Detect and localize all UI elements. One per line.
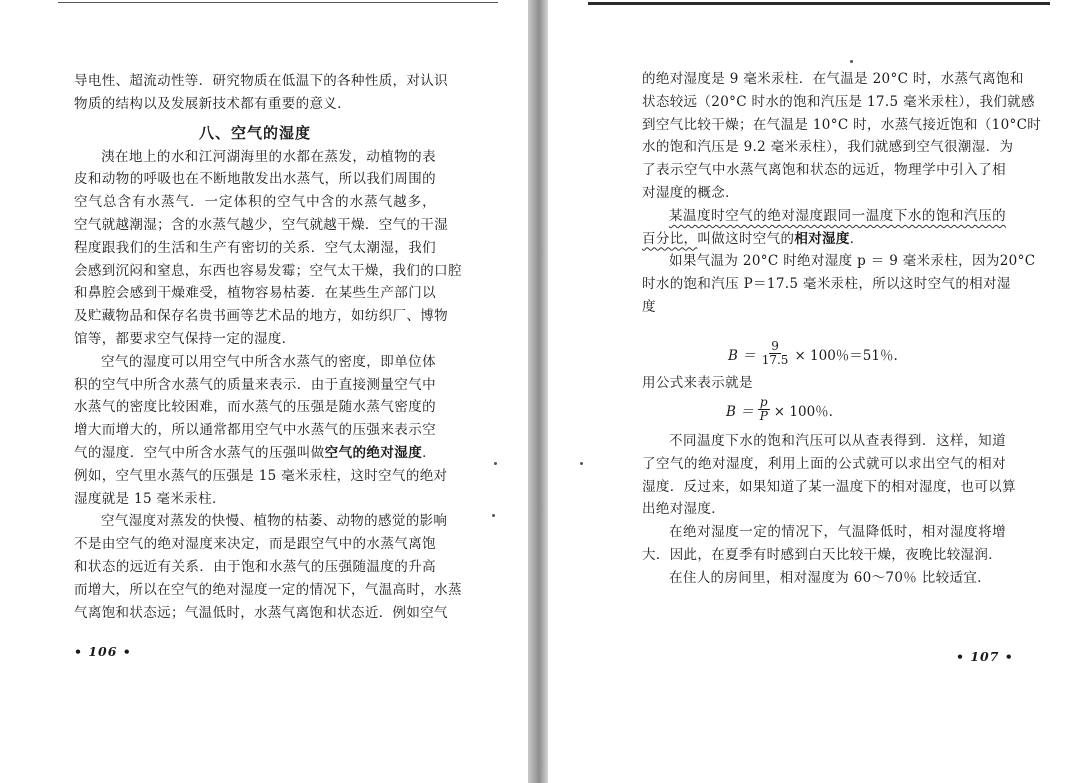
print-speck: [580, 462, 583, 465]
text-line: 大．因此，在夏季有时感到白天比较干燥，夜晚比较湿润．: [642, 546, 1003, 563]
page-number: • 106 •: [74, 644, 132, 659]
right-text-block: [642, 68, 1042, 319]
text-span: 叫做这时空气的: [697, 230, 795, 247]
top-edge-rule: [58, 2, 498, 3]
text-line: 湿度．反过来，如果知道了某一温度下的相对湿度，也可以算: [642, 478, 1016, 495]
text-span: 百分比，: [642, 230, 698, 247]
denominator: P: [759, 409, 768, 423]
text-line: 会感到沉闷和窒息，东西也容易发霉；空气太干燥，我们的口腔: [74, 262, 462, 279]
top-edge-rule: [588, 2, 1050, 5]
text-line: 气离饱和状态远；气温低时，水蒸气离饱和状态近．例如空气: [74, 604, 448, 621]
text-line: 水蒸气的密度比较困难，而水蒸气的压强是随水蒸气密度的: [74, 399, 436, 416]
print-speck: [494, 462, 497, 465]
text-line: 湿度就是 15 毫米汞柱．: [74, 490, 226, 507]
term-relative-humidity: 相对湿度: [794, 230, 850, 247]
text-line: 了空气的绝对湿度，利用上面的公式就可以求出空气的相对: [642, 455, 1006, 472]
text-line: 及贮藏物品和保存名贵书画等艺术品的地方，如纺织厂、博物: [74, 308, 448, 325]
page-number: • 107 •: [956, 649, 1014, 664]
text-line: 了表示空气中水蒸气离饱和状态的远近，物理学中引入了相: [642, 162, 1006, 179]
denominator: 17.5: [761, 353, 789, 367]
text-line: 对湿度的概念．: [642, 184, 739, 201]
formula-relative-humidity-general: [726, 396, 833, 423]
text-line: 时水的饱和汽压 P＝17.5 毫米汞柱，所以这时空气的相对湿: [642, 276, 1011, 293]
text-line: 皮和动物的呼吸也在不断地散发出水蒸气，所以我们周围的: [74, 171, 436, 188]
formula-relative-humidity-value: [728, 340, 898, 367]
print-speck: [850, 60, 853, 63]
text-span: 气的湿度．空气中所含水蒸气的压强叫做: [74, 444, 325, 461]
text-span: ．: [849, 230, 864, 247]
text-line: 洟在地上的水和江河湖海里的水都在蒸发，动植物的表: [101, 148, 436, 165]
text-line: 在绝对湿度一定的情况下，气温降低时，相对湿度将增: [669, 524, 1006, 541]
text-line: [74, 442, 436, 465]
print-speck: [492, 514, 495, 517]
formula-rhs: × 100％.: [773, 403, 833, 420]
text-line: 不是由空气的绝对湿度来决定，而是跟空气中的水蒸气离饱: [74, 536, 436, 553]
fraction: [758, 396, 770, 423]
right-text-block-lower: [642, 430, 1016, 590]
text-line: 物质的结构以及发展新技术都有重要的意义．: [74, 95, 351, 112]
section-heading: 八、空气的湿度: [198, 123, 311, 142]
text-line: 和状态的远近有关系．由于饱和水蒸气的压强随温度的升高: [74, 558, 436, 575]
text-line: 如果气温为 20°C 时绝对湿度 p ＝ 9 毫米汞柱，因为20°C: [669, 253, 1036, 270]
text-line: 例如，空气里水蒸气的压强是 15 毫米汞柱，这时空气的绝对: [74, 467, 448, 484]
formula-rhs: × 100％＝51％.: [794, 347, 898, 364]
text-line: 增大而增大的，所以通常都用空气中水蒸气的压强来表示空: [74, 422, 436, 439]
text-line: 水的饱和汽压是 9.2 毫米汞柱），我们就感到空气很潮湿．为: [642, 139, 1014, 156]
book-gutter: [528, 0, 548, 783]
definition-line: [642, 228, 1006, 251]
definition-line: 某温度时空气的绝对湿度跟同一温度下水的饱和汽压的: [669, 207, 1006, 224]
fraction: [760, 340, 791, 367]
numerator: p: [759, 395, 768, 409]
text-line: 状态较远（20°C 时水的饱和汽压是 17.5 毫米汞柱），我们就感: [642, 93, 1035, 110]
text-line: 导电性、超流动性等．研究物质在低温下的各种性质，对认识: [74, 73, 448, 89]
text-line: 空气就越潮湿；含的水蒸气越少，空气就越干燥．空气的干湿: [74, 216, 448, 233]
text-line: 馆等，都要求空气保持一定的湿度．: [74, 330, 296, 347]
formula-lhs: B ＝: [726, 403, 754, 420]
right-page: [548, 0, 1080, 783]
text-line: 和鼻腔会感到干燥难受，植物容易枯萎．在某些生产部门以: [74, 285, 436, 302]
text-line: 而增大，所以在空气的绝对湿度一定的情况下，气温高时，水蒸: [74, 581, 462, 598]
text-span: ．: [422, 444, 436, 461]
text-line: 到空气比较干燥；在气温是 10°C 时，水蒸气接近饱和（10°C时: [642, 116, 1042, 133]
formula-lhs: B ＝: [728, 347, 756, 364]
text-line: 空气湿度对蒸发的快慢、植物的枯萎、动物的感觉的影响: [101, 513, 448, 530]
numerator: 9: [771, 339, 779, 353]
text-line: 空气总含有水蒸气．一定体积的空气中含的水蒸气越多，: [74, 194, 436, 211]
text-line: 空气的湿度可以用空气中所含水蒸气的密度，即单位体: [101, 353, 436, 370]
left-text-block: [74, 70, 462, 624]
text-line: 的绝对湿度是 9 毫米汞柱．在气温是 20°C 时，水蒸气离饱和: [642, 71, 1024, 87]
term-absolute-humidity: 空气的绝对湿度: [324, 444, 423, 461]
text-line: 在住人的房间里，相对湿度为 60～70％ 比较适宜．: [669, 569, 992, 586]
text-line: 用公式来表示就是: [642, 375, 753, 391]
text-line: 出绝对湿度．: [642, 501, 726, 518]
text-line: 不同温度下水的饱和汽压可以从查表得到．这样，知道: [669, 433, 1006, 449]
left-page: [0, 0, 528, 783]
text-line: 程度跟我们的生活和生产有密切的关系．空气太潮湿，我们: [74, 239, 436, 256]
text-line: 度: [642, 298, 656, 315]
text-line: 积的空气中所含水蒸气的质量来表示．由于直接测量空气中: [74, 376, 436, 393]
